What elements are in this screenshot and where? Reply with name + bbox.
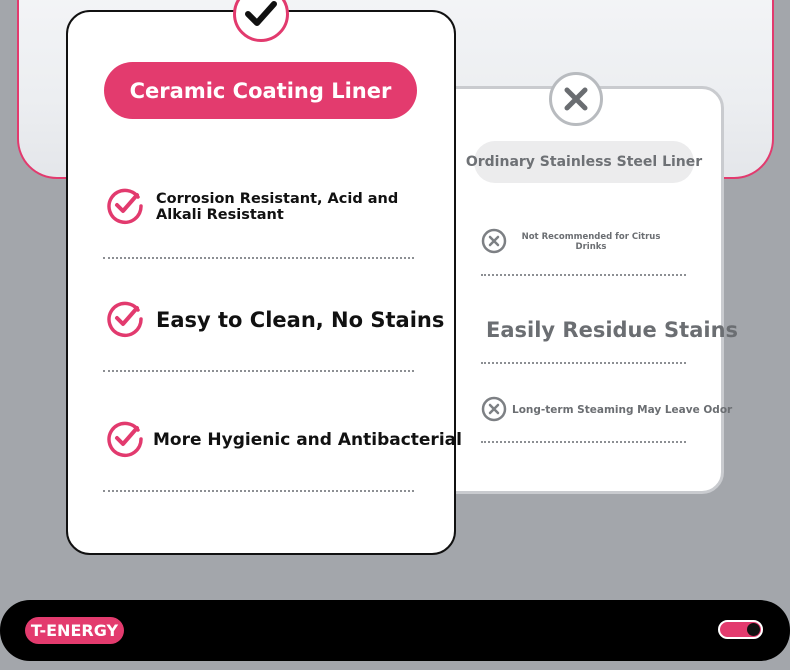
check-circle-icon: [105, 298, 145, 338]
drawback-stains: Easily Residue Stains: [486, 318, 739, 342]
divider: [103, 257, 414, 259]
divider: [481, 441, 686, 443]
divider: [481, 362, 686, 364]
checkmark-icon: [244, 0, 278, 29]
feature-easy-clean: Easy to Clean, No Stains: [156, 308, 445, 332]
check-circle-icon: [105, 185, 145, 225]
x-circle-icon: [481, 396, 507, 422]
drawback-citrus: Not Recommended for Citrus Drinks: [521, 232, 661, 252]
brand-logo: T-ENERGY: [25, 617, 124, 644]
divider: [103, 490, 414, 492]
stainless-title-pill: Ordinary Stainless Steel Liner: [474, 141, 694, 183]
close-icon: [562, 85, 590, 113]
divider: [103, 370, 414, 372]
x-circle-icon: [481, 228, 507, 254]
feature-corrosion: Corrosion Resistant, Acid and Alkali Resistant: [156, 191, 399, 223]
drawback-odor: Long-term Steaming May Leave Odor: [512, 404, 733, 416]
divider: [481, 274, 686, 276]
close-badge: [549, 72, 603, 126]
feature-hygienic: More Hygienic and Antibacterial: [153, 430, 462, 450]
toggle-switch[interactable]: [718, 620, 763, 639]
toggle-knob: [747, 623, 760, 636]
ceramic-title-pill: Ceramic Coating Liner: [104, 62, 417, 119]
check-circle-icon: [105, 418, 145, 458]
